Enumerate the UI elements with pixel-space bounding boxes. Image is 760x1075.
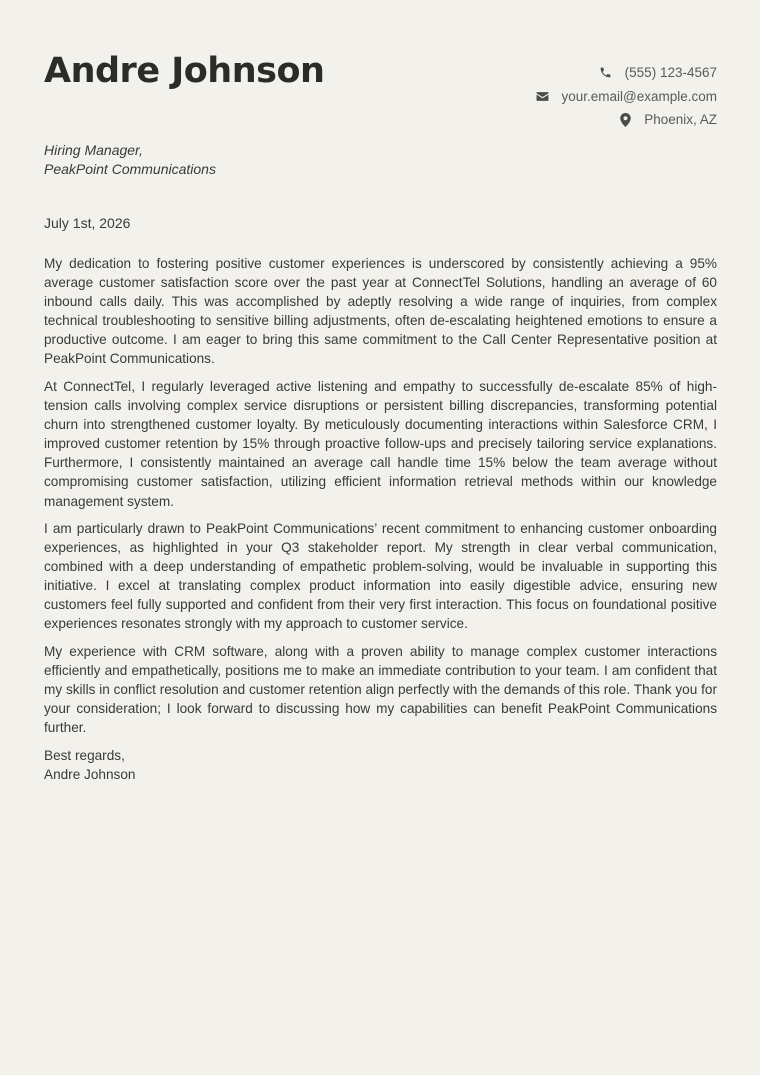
contact-email-row — [535, 85, 717, 109]
recipient-block — [44, 141, 216, 179]
contact-location: Phoenix, AZ — [644, 112, 717, 128]
contact-block — [535, 61, 717, 132]
envelope-icon — [535, 89, 549, 103]
contact-email: your.email@example.com — [561, 88, 717, 104]
closing-block — [44, 746, 717, 784]
letter-body — [44, 254, 717, 784]
body-paragraph-2: At ConnectTel, I regularly leveraged active listening and empathy to successfully de-escalate 85% of high-tension calls involving complex service disruptions or persistent billing discrepancies, transforming potential churn into strengthened customer loyalty. By meticulously documenting interactions within Salesforce CRM, I improved customer retention by 15% through proactive follow-ups and precisely tailoring service explanations. Furthermore, I consistently maintained an average call handle time 15% below the team average without compromising customer satisfaction, utilizing efficient information retrieval methods within our knowledge management system. — [44, 378, 717, 509]
body-paragraph-4: My experience with CRM software, along with a proven ability to manage complex customer interactions efficiently and empathetically, positions me to make an immediate contribution to your team. I am confident that my skills in conflict resolution and customer retention align perfectly with the demands of this role. Thank you for your consideration; I look forward to discussing how my capabilities can benefit PeakPoint Communications further. — [44, 643, 717, 736]
closing-salutation: Best regards, — [44, 747, 125, 763]
recipient-title: Hiring Manager, — [44, 142, 143, 158]
phone-icon — [599, 66, 613, 80]
body-paragraph-3: I am particularly drawn to PeakPoint Communications’ recent commitment to enhancing customer onboarding experiences, as highlighted in your Q3 stakeholder report. My strength in clear verbal communication, combined with a deep understanding of empathetic problem-solving, would be invaluable in supporting this initiative. I excel at translating complex product information into easily digestible advice, ensuring new customers feel fully supported and confident from their very first interaction. This focus on foundational positive experiences resonates strongly with my approach to customer service. — [44, 521, 717, 632]
closing-signature: Andre Johnson — [44, 766, 136, 782]
contact-location-row — [535, 108, 717, 132]
location-pin-icon — [618, 113, 632, 127]
letter-date: July 1st, 2026 — [44, 215, 131, 231]
recipient-company: PeakPoint Communications — [44, 161, 216, 177]
applicant-name: Andre Johnson — [44, 51, 325, 91]
contact-phone: (555) 123-4567 — [624, 65, 717, 81]
body-paragraph-1: My dedication to fostering positive customer experiences is underscored by consistently achieving a 95% average customer satisfaction score over the past year at ConnectTel Solutions, handling an average of 60 inbound calls daily. This was accomplished by adeptly resolving a wide range of inquiries, from complex technical troubleshooting to sensitive billing adjustments, often de-escalating heightened emotions to ensure a productive outcome. I am eager to bring this same commitment to the Call Center Representative position at PeakPoint Communications. — [44, 256, 717, 367]
contact-phone-row — [535, 61, 717, 85]
